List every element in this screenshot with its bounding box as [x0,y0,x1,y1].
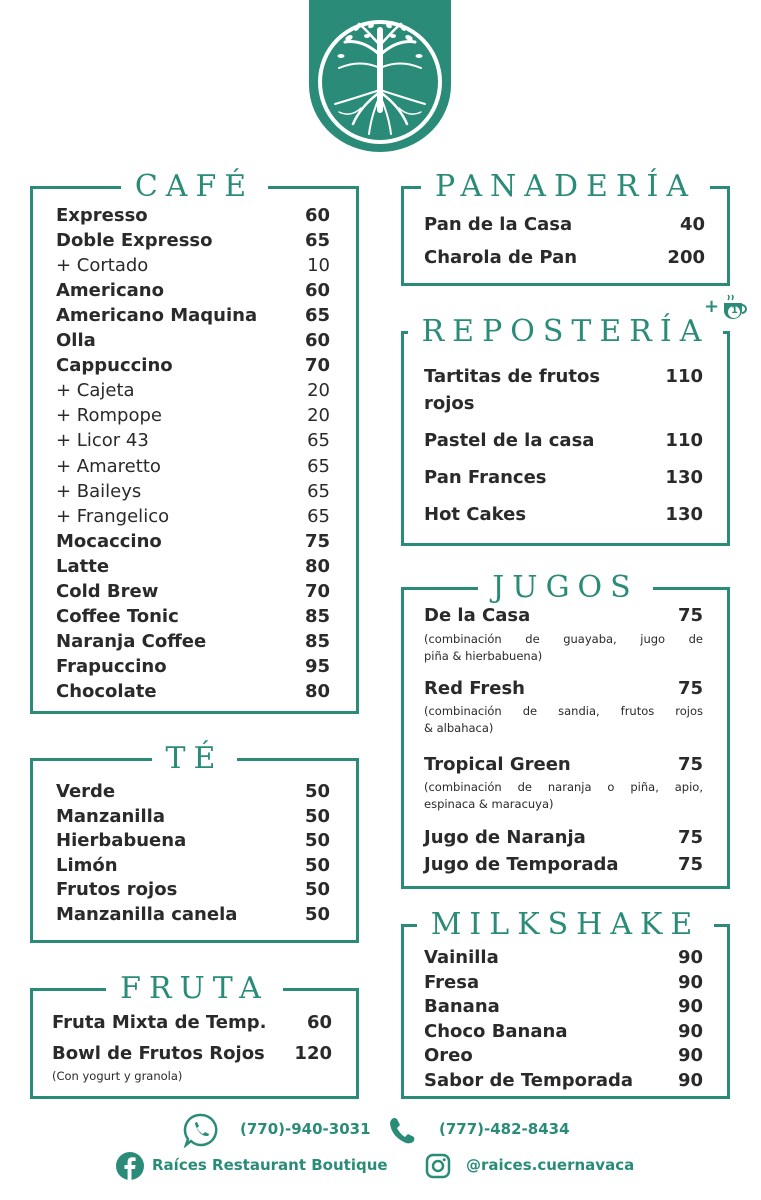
item-name: Naranja Coffee [56,630,207,652]
facebook-page[interactable]: Raíces Restaurant Boutique [152,1156,388,1174]
item-name: Cappuccino [56,355,173,377]
item-price: 20 [307,405,330,427]
coffee-badge [704,294,752,324]
whatsapp-number[interactable]: (770)-940-3031 [240,1120,371,1138]
item-price: 80 [304,555,330,577]
item-price: 65 [307,480,330,502]
item-price: 65 [307,430,330,452]
item-name: De la Casa [424,605,531,626]
item-price: 110 [665,430,703,451]
item-price: 75 [677,827,703,848]
te-title: TÉ [152,737,238,781]
item-name: Vainilla [424,947,499,968]
panaderia-title: PANADERÍA [421,165,710,209]
item-description [424,779,703,813]
item-price: 75 [304,530,330,552]
phone-number[interactable]: (777)-482-8434 [439,1120,570,1138]
milkshake-title: MILKSHAKE [417,903,715,947]
item-price: 65 [304,305,330,327]
item-name: Pan Frances [424,467,547,488]
item-price: 70 [304,580,330,602]
cafe-section [30,169,359,714]
tree-roots-logo [309,0,451,152]
item-price: 75 [677,854,703,875]
item-name: Frapuccino [56,655,167,677]
item-name: Mocaccino [56,530,162,552]
item-price: 50 [304,805,330,827]
item-price: 60 [306,1012,332,1033]
item-name: Hot Cakes [424,504,527,525]
item-name: Choco Banana [424,1020,568,1042]
item-price: 85 [304,630,330,652]
item-name: Manzanilla canela [56,903,238,925]
item-name: Fresa [424,971,480,993]
reposteria-title: REPOSTERÍA [408,310,724,354]
desc-line: espinaca & maracuya) [424,797,554,811]
fruta-title: FRUTA [106,967,283,1011]
item-name: Manzanilla [56,805,165,827]
item-name: Doble Expresso [56,230,213,252]
desc-line: piña & hierbabuena) [424,649,543,663]
item-price: 90 [677,971,703,993]
item-price: 20 [307,380,330,402]
jugos-section [401,570,730,889]
item-price: 90 [677,1045,703,1066]
item-name: + Rompope [56,405,162,427]
whatsapp-icon[interactable] [183,1112,219,1148]
item-price: 60 [304,330,330,352]
item-name: Expresso [56,205,148,226]
item-name: Tropical Green [424,754,571,775]
item-name: + Baileys [56,480,142,502]
item-name: + Amaretto [56,455,161,477]
plus-icon: + [704,296,720,317]
item-price: 90 [677,1020,703,1042]
item-price: 60 [304,280,330,302]
item-name: Charola de Pan [424,247,578,268]
reposteria-section [401,314,730,546]
item-name: Hierbabuena [56,830,187,851]
item-name: Limón [56,854,118,876]
item-price: 50 [304,830,330,851]
item-name: Jugo de Naranja [424,827,586,848]
facebook-icon[interactable] [116,1152,144,1180]
item-description [424,703,703,737]
desc-line: & albahaca) [424,721,494,735]
item-name: Verde [56,781,116,802]
badge-count: 1 [731,305,738,316]
instagram-handle[interactable]: @raices.cuernavaca [466,1156,635,1174]
item-name: Olla [56,330,96,352]
item-price: 130 [665,504,703,525]
item-price: 90 [677,947,703,968]
item-price: 65 [307,505,330,527]
item-price: 80 [304,680,330,702]
desc-line: (combinación de naranja o piña, apio, [424,780,703,794]
item-price: 40 [679,214,705,235]
desc-line: (combinación de guayaba, jugo de [424,632,703,646]
item-name: + Frangelico [56,505,170,527]
item-price: 90 [677,1069,703,1091]
item-price: 120 [294,1043,332,1064]
item-name: rojos [424,393,475,414]
cafe-title: CAFÉ [121,165,268,209]
item-name: Oreo [424,1045,473,1066]
item-name: Americano Maquina [56,305,258,327]
item-name: Tartitas de frutos [424,366,601,387]
te-section [30,741,359,943]
instagram-icon[interactable] [425,1153,451,1179]
item-price: 85 [304,605,330,627]
item-price: 95 [304,655,330,677]
desc-line: (combinación de sandia, frutos rojos [424,704,703,718]
item-price: 50 [304,854,330,876]
jugos-title: JUGOS [478,566,652,610]
phone-icon[interactable] [387,1115,417,1145]
item-name: Red Fresh [424,678,525,699]
item-name: Coffee Tonic [56,605,179,627]
item-name: Sabor de Temporada [424,1069,634,1091]
item-name: + Licor 43 [56,430,149,452]
item-description: (Con yogurt y granola) [52,1069,183,1083]
item-name: Pastel de la casa [424,430,595,451]
milkshake-section [401,907,730,1099]
item-price: 65 [304,230,330,252]
item-price: 50 [304,781,330,802]
item-name: + Cajeta [56,380,135,402]
item-price: 50 [304,903,330,925]
panaderia-section [401,169,730,286]
item-price: 90 [677,996,703,1017]
item-price: 75 [677,605,703,626]
item-description [424,631,703,665]
item-name: Frutos rojos [56,879,178,900]
item-price: 130 [665,467,703,488]
item-price: 60 [304,205,330,226]
item-name: Latte [56,555,110,577]
item-name: Chocolate [56,680,157,702]
item-name: Pan de la Casa [424,214,573,235]
item-name: Americano [56,280,164,302]
item-name: + Cortado [56,255,149,277]
item-price: 200 [667,247,705,268]
item-name: Bowl de Frutos Rojos [52,1043,265,1064]
item-price: 110 [665,366,703,387]
item-price: 50 [304,879,330,900]
item-price: 65 [307,455,330,477]
item-name: Fruta Mixta de Temp. [52,1012,267,1033]
item-price: 75 [677,754,703,775]
item-price: 70 [304,355,330,377]
item-name: Banana [424,996,500,1017]
item-price: 75 [677,678,703,699]
item-price: 10 [307,255,330,277]
item-name: Jugo de Temporada [424,854,619,875]
item-name: Cold Brew [56,580,159,602]
fruta-section [30,971,359,1099]
